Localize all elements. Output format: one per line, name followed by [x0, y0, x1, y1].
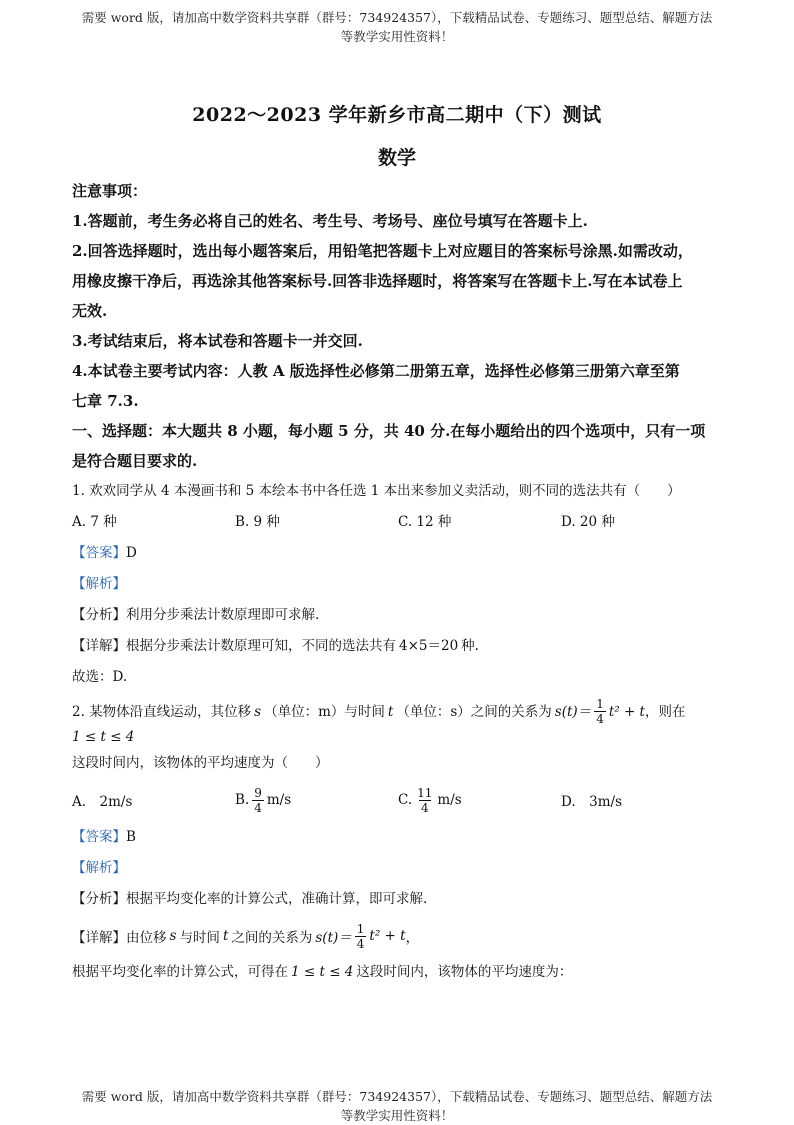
top-banner-line1: 需要 word 版，请加高中数学资料共享群（群号：734924357），下载精品试卷、专题练习、题型总结、解题方法 [81, 10, 713, 25]
q2-xiangjie-c: 之间的关系为 [231, 930, 313, 946]
note-3: 3.考试结束后，将本试卷和答题卡一并交回. [72, 332, 363, 350]
q2-xiangjie [72, 915, 734, 957]
q2-interval: 1 ≤ t ≤ 4 [72, 729, 135, 745]
document-body [72, 176, 734, 988]
q2-answer-tag: 【答案】 [72, 829, 126, 845]
q1-answer [72, 538, 734, 569]
q2-var-t: t [387, 703, 394, 720]
q1-option-d: D. 20 种 [561, 514, 615, 530]
q2-xiangjie-a: 由位移 [126, 930, 167, 946]
q2-option-b-label: B. [235, 792, 250, 808]
q1-option-b: B. 9 种 [235, 514, 280, 530]
q2-frac-num: 1 [596, 697, 604, 711]
q2-unit-s: （单位：m）与时间 [264, 703, 385, 720]
q2-option-b [235, 786, 398, 815]
q1-option-c: C. 12 种 [398, 514, 452, 530]
q2-xiangjie-func: s(t)＝ [315, 930, 352, 946]
q2-last-a: 根据平均变化率的计算公式，可得在 [72, 964, 288, 980]
q2-unit-t: （单位：s）之间的关系为 [396, 703, 552, 720]
q2-option-b-den: 4 [254, 800, 262, 815]
q1-fenxi [72, 600, 734, 631]
bottom-banner [40, 1087, 754, 1125]
bottom-banner-line2: 等教学实用性资料！ [340, 1108, 454, 1123]
q2-last-b: 这段时间内，该物体的平均速度为： [356, 964, 573, 980]
q1-analysis [72, 569, 734, 600]
top-banner [40, 8, 754, 46]
q2-option-a-text: A. 2m/s [72, 794, 133, 810]
q2-option-a [72, 790, 235, 810]
q2-frac-den: 4 [596, 712, 604, 726]
q2-analysis [72, 853, 734, 884]
q2-analysis-tag: 【解析】 [72, 860, 126, 876]
q2-option-d [561, 790, 724, 810]
q1-option-a: A. 7 种 [72, 514, 117, 530]
q2-xiangjie-var-t: t [222, 928, 229, 944]
exam-title: 2022～2023 学年新乡市高二期中（下）测试 [192, 104, 602, 126]
q2-option-d-text: D. 3m/s [561, 794, 623, 810]
section-heading-2: 是符合题目要求的. [72, 452, 198, 470]
q1-options [72, 507, 734, 538]
note-4a: 4.本试卷主要考试内容：人教 A 版选择性必修第二册第五章，选择性必修第三册第六章至第 [72, 362, 680, 380]
q1-xiangjie-text: 根据分步乘法计数原理可知，不同的选法共有 [126, 638, 396, 654]
note-1: 1.答题前，考生务必将自己的姓名、考生号、考场号、座位号填写在答题卡上. [72, 212, 588, 230]
q2-stem-c: 这段时间内，该物体的平均速度为（ ） [72, 755, 329, 771]
q2-xiangjie-var-s: s [169, 928, 177, 944]
q2-func-fraction [594, 697, 606, 726]
q2-option-c-num: 11 [417, 785, 433, 800]
q2-xiangjie-frac-num: 1 [356, 921, 365, 936]
q2-fenxi [72, 884, 734, 915]
q2-option-c [398, 786, 561, 815]
q1-expression: 4×5＝20 [399, 638, 459, 654]
q2-option-b-num: 9 [254, 785, 262, 800]
q2-stem-a: 2. 某物体沿直线运动，其位移 [72, 703, 252, 720]
q2-options [72, 778, 734, 822]
q2-xiangjie-b: 与时间 [179, 930, 220, 946]
q2-last-interval: 1 ≤ t ≤ 4 [291, 964, 354, 980]
note-4b: 七章 7.3. [72, 392, 139, 410]
q1-stem: 1. 欢欢同学从 4 本漫画书和 5 本绘本书中各任选 1 本出来参加义卖活动，则不同的选法共有（ ） [72, 483, 681, 499]
q2-xiangjie-tag: 【详解】 [72, 930, 126, 946]
q2-answer-value: B [126, 829, 136, 845]
q2-fenxi-tag: 【分析】 [72, 891, 126, 907]
q1-xiangjie-tag: 【详解】 [72, 638, 126, 654]
q2-option-c-fraction [415, 786, 434, 815]
q2-xiangjie-end: ， [405, 930, 420, 946]
bottom-banner-line1: 需要 word 版，请加高中数学资料共享群（群号：734924357），下载精品试卷、专题练习、题型总结、解题方法 [81, 1089, 713, 1104]
q2-option-c-label: C. [398, 792, 413, 808]
q1-answer-tag: 【答案】 [72, 545, 126, 561]
q2-func: s(t)＝ [554, 703, 592, 720]
q2-option-c-den: 4 [420, 800, 429, 815]
note-2a: 2.回答选择题时，选出每小题答案后，用铅笔把答题卡上对应题目的答案标号涂黑.如需改动， [72, 242, 693, 260]
q2-option-b-unit: m/s [266, 792, 292, 808]
q1-analysis-tag: 【解析】 [72, 576, 126, 592]
q2-fenxi-text: 根据平均变化率的计算公式，准确计算，即可求解. [126, 891, 428, 907]
q2-stem-line1 [72, 697, 734, 748]
note-2b: 用橡皮擦干净后，再选涂其他答案标号.回答非选择题时，将答案写在答题卡上.写在本试卷上 [72, 272, 683, 290]
q1-answer-value: D [126, 545, 137, 561]
q2-xiangjie-fraction [355, 922, 367, 951]
section-heading-1: 一、选择题：本大题共 8 小题，每小题 5 分，共 40 分.在每小题给出的四个选项中，只有一项 [72, 422, 706, 440]
q2-func-tail: t² + t [608, 703, 645, 720]
q2-option-b-fraction [252, 786, 264, 815]
q2-xiangjie-frac-den: 4 [356, 936, 365, 951]
q1-fenxi-text: 利用分步乘法计数原理即可求解. [126, 607, 320, 623]
q2-stem-b: ，则在 [644, 703, 686, 720]
q2-answer [72, 822, 734, 853]
exam-subject: 数学 [377, 147, 416, 169]
q2-xiangjie-func-tail: t² + t [369, 928, 406, 944]
q2-option-c-unit: m/s [437, 792, 462, 808]
q2-var-s: s [254, 703, 262, 720]
q1-xiangjie [72, 631, 734, 662]
top-banner-line2: 等教学实用性资料！ [340, 29, 454, 44]
q2-last-line [72, 957, 734, 988]
q1-conclusion: 故选：D. [72, 669, 128, 685]
note-2c: 无效. [72, 302, 108, 320]
notes-heading: 注意事项： [72, 182, 148, 200]
q1-xiangjie-end: 种. [461, 638, 479, 654]
q1-fenxi-tag: 【分析】 [72, 607, 126, 623]
